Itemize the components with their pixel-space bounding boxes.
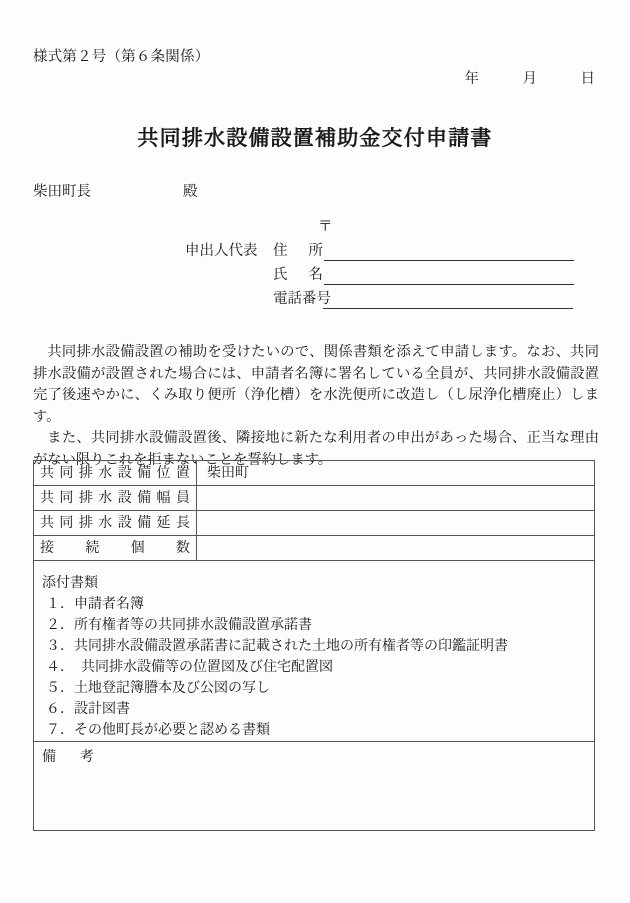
list-item: １．申請者名簿 — [46, 596, 144, 612]
remarks-label: 備 考 — [42, 749, 94, 765]
application-details-table — [33, 460, 595, 831]
applicant-address-row — [185, 237, 574, 261]
attachments-heading: 添付書類 — [42, 575, 98, 591]
row-label-length — [34, 511, 197, 536]
remarks-row — [34, 742, 595, 831]
row-label-connections — [34, 536, 197, 561]
attachments-list — [42, 594, 594, 741]
address-input[interactable] — [324, 241, 574, 261]
list-item: ２．所有権者等の共同排水設備設置承諾書 — [46, 617, 312, 633]
body-text — [33, 342, 599, 471]
addressee — [33, 180, 198, 201]
addressee-recipient: 柴田町長 — [33, 184, 91, 200]
body-paragraph-1: 共同排水設備設置の補助を受けたいので、関係書類を添えて申請します。なお、共同排水設備が設置された場合には、申請者名簿に署名している全員が、共同排水設備設置完了後速やかに、くみ取り便所（浄化槽）を水洗便所に改造し（し尿浄化槽廃止）します。 — [33, 344, 599, 425]
phone-input[interactable] — [323, 289, 573, 309]
row-value-location[interactable]: 柴田町 — [197, 461, 595, 486]
name-input[interactable] — [324, 265, 574, 285]
table-row — [34, 511, 595, 536]
row-value-length[interactable] — [197, 511, 595, 536]
applicant-lead-label: 申出人代表 — [185, 243, 258, 259]
row-label-text: 接 続 個 数 — [40, 540, 190, 556]
body-paragraph-2: また、共同排水設備設置後、隣接地に新たな利用者の申出があった場合、正当な理由がない限りこれを拒まないことを誓約します。 — [33, 430, 599, 468]
row-label-width — [34, 486, 197, 511]
row-label-location — [34, 461, 197, 486]
year-unit-label: 年 — [464, 71, 479, 87]
form-number: 様式第２号（第６条関係） — [33, 49, 210, 65]
postal-code-mark: 〒 — [318, 219, 333, 235]
list-item: ６．設計図書 — [46, 701, 130, 717]
list-item: ７．その他町長が必要と認める書類 — [46, 722, 270, 738]
phone-field-label: 電話番号 — [273, 291, 331, 307]
list-item: ５．土地登記簿謄本及び公図の写し — [46, 680, 270, 696]
row-value-connections[interactable] — [197, 536, 595, 561]
table-row — [34, 461, 595, 486]
table-row — [34, 486, 595, 511]
applicant-block — [185, 218, 574, 309]
month-unit-label: 月 — [522, 71, 537, 87]
row-label-text: 共 同 排 水 設 備 位 置 — [40, 465, 190, 481]
applicant-name-row — [185, 261, 574, 285]
attachments-cell — [34, 561, 595, 742]
page-title: 共同排水設備設置補助金交付申請書 — [137, 125, 493, 150]
name-field-label: 氏 名 — [273, 267, 323, 283]
address-field-label: 住 所 — [273, 243, 323, 259]
list-item: ４． 共同排水設備等の位置図及び住宅配置図 — [46, 659, 333, 675]
date-line — [33, 67, 595, 88]
row-value-width[interactable] — [197, 486, 595, 511]
list-item: ３．共同排水設備設置承諾書に記載された土地の所有権者等の印鑑証明書 — [46, 638, 508, 654]
day-unit-label: 日 — [580, 71, 595, 87]
row-label-text: 共 同 排 水 設 備 幅 員 — [40, 490, 190, 506]
table-row — [34, 536, 595, 561]
row-label-text: 共 同 排 水 設 備 延 長 — [40, 515, 190, 531]
attachments-row — [34, 561, 595, 742]
applicant-phone-row — [185, 285, 574, 309]
addressee-honorific: 殿 — [183, 184, 198, 200]
remarks-cell[interactable] — [34, 742, 595, 831]
